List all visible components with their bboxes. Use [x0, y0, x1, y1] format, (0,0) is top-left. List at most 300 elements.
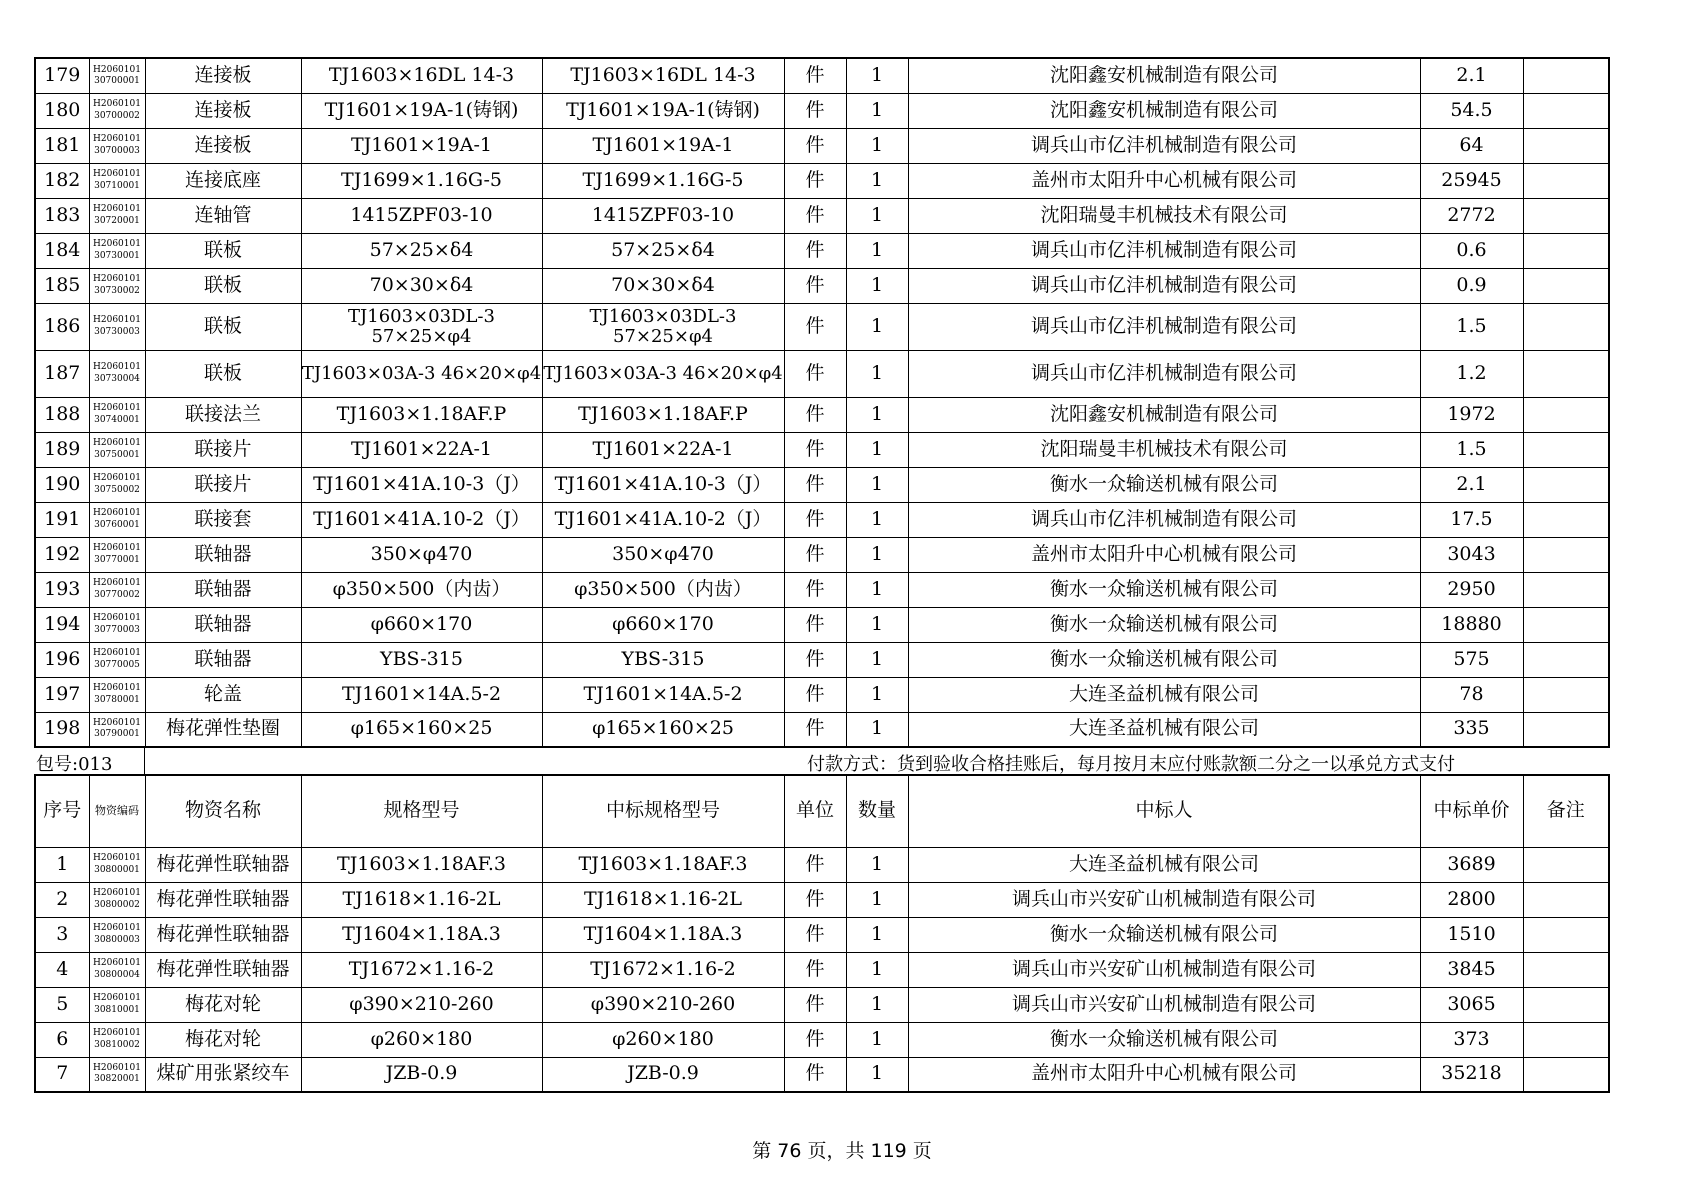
cell-unit: 件 [784, 93, 846, 128]
cell-spec: TJ1601×14A.5-2 [301, 677, 542, 712]
cell-no: 198 [35, 712, 89, 747]
cell-name: 梅花弹性联轴器 [145, 882, 301, 917]
cell-spec: φ660×170 [301, 607, 542, 642]
cell-no: 7 [35, 1057, 89, 1092]
cell-qty: 1 [846, 350, 908, 397]
cell-bid-spec: TJ1603×16DL 14-3 [542, 58, 784, 93]
cell-note [1523, 607, 1609, 642]
table-row [35, 58, 1609, 93]
cell-winner: 调兵山市亿沣机械制造有限公司 [908, 303, 1420, 350]
cell-spec: 70×30×δ4 [301, 268, 542, 303]
cell-unit: 件 [784, 952, 846, 987]
cell-qty: 1 [846, 1057, 908, 1092]
cell-price: 54.5 [1420, 93, 1523, 128]
cell-name: 梅花对轮 [145, 987, 301, 1022]
cell-winner: 衡水一众输送机械有限公司 [908, 917, 1420, 952]
cell-bid-spec: TJ1601×19A-1 [542, 128, 784, 163]
cell-note [1523, 268, 1609, 303]
cell-price: 2.1 [1420, 58, 1523, 93]
cell-note [1523, 128, 1609, 163]
cell-price: 2.1 [1420, 467, 1523, 502]
payment-terms: 付款方式：货到验收合格挂账后，每月按月末应付账款额二分之一以承兑方式支付 [807, 754, 1455, 775]
cell-name: 梅花弹性联轴器 [145, 917, 301, 952]
table-row [35, 163, 1609, 198]
cell-spec: JZB-0.9 [301, 1057, 542, 1092]
bottom-table-body [35, 847, 1609, 1092]
table-row [35, 712, 1609, 747]
cell-qty: 1 [846, 163, 908, 198]
header-winner: 中标人 [908, 775, 1420, 847]
cell-note [1523, 58, 1609, 93]
header-unit: 单位 [784, 775, 846, 847]
header-price: 中标单价 [1420, 775, 1523, 847]
cell-unit: 件 [784, 882, 846, 917]
cell-bid-spec: φ260×180 [542, 1022, 784, 1057]
cell-bid-spec: TJ1618×1.16-2L [542, 882, 784, 917]
cell-price: 3065 [1420, 987, 1523, 1022]
table-row [35, 303, 1609, 350]
cell-price: 78 [1420, 677, 1523, 712]
cell-price: 2800 [1420, 882, 1523, 917]
cell-qty: 1 [846, 93, 908, 128]
cell-spec: TJ1603×1.18AF.3 [301, 847, 542, 882]
cell-winner: 衡水一众输送机械有限公司 [908, 467, 1420, 502]
cell-qty: 1 [846, 572, 908, 607]
cell-no: 188 [35, 397, 89, 432]
table-row [35, 952, 1609, 987]
cell-unit: 件 [784, 128, 846, 163]
cell-code: H2060101 30730004 [89, 350, 145, 397]
cell-code: H2060101 30730002 [89, 268, 145, 303]
cell-price: 1.2 [1420, 350, 1523, 397]
cell-code: H2060101 30770003 [89, 607, 145, 642]
cell-winner: 大连圣益机械有限公司 [908, 712, 1420, 747]
cell-qty: 1 [846, 952, 908, 987]
cell-note [1523, 572, 1609, 607]
cell-bid-spec: JZB-0.9 [542, 1057, 784, 1092]
cell-price: 17.5 [1420, 502, 1523, 537]
cell-name: 联板 [145, 233, 301, 268]
cell-note [1523, 93, 1609, 128]
cell-qty: 1 [846, 502, 908, 537]
cell-price: 2772 [1420, 198, 1523, 233]
cell-bid-spec: TJ1603×03A-3 46×20×φ4 [542, 350, 784, 397]
cell-no: 193 [35, 572, 89, 607]
cell-no: 4 [35, 952, 89, 987]
cell-bid-spec: φ165×160×25 [542, 712, 784, 747]
cell-spec: TJ1603×1.18AF.P [301, 397, 542, 432]
cell-price: 1.5 [1420, 303, 1523, 350]
cell-name: 联接法兰 [145, 397, 301, 432]
cell-price: 25945 [1420, 163, 1523, 198]
cell-spec: TJ1604×1.18A.3 [301, 917, 542, 952]
cell-code: H2060101 30730001 [89, 233, 145, 268]
cell-name: 梅花对轮 [145, 1022, 301, 1057]
cell-name: 梅花弹性联轴器 [145, 847, 301, 882]
table-row [35, 128, 1609, 163]
cell-unit: 件 [784, 350, 846, 397]
cell-qty: 1 [846, 987, 908, 1022]
cell-note [1523, 952, 1609, 987]
table-row [35, 467, 1609, 502]
table-row [35, 987, 1609, 1022]
cell-winner: 沈阳鑫安机械制造有限公司 [908, 397, 1420, 432]
cell-winner: 衡水一众输送机械有限公司 [908, 1022, 1420, 1057]
cell-unit: 件 [784, 712, 846, 747]
procurement-table-bottom [34, 774, 1610, 1093]
cell-qty: 1 [846, 58, 908, 93]
cell-name: 联接套 [145, 502, 301, 537]
cell-no: 187 [35, 350, 89, 397]
table-row [35, 233, 1609, 268]
cell-no: 194 [35, 607, 89, 642]
cell-qty: 1 [846, 712, 908, 747]
cell-bid-spec: TJ1601×41A.10-3（J） [542, 467, 784, 502]
cell-winner: 调兵山市亿沣机械制造有限公司 [908, 268, 1420, 303]
cell-code: H2060101 30750002 [89, 467, 145, 502]
cell-name: 连接板 [145, 128, 301, 163]
cell-note [1523, 303, 1609, 350]
cell-note [1523, 432, 1609, 467]
cell-winner: 大连圣益机械有限公司 [908, 847, 1420, 882]
cell-code: H2060101 30740001 [89, 397, 145, 432]
cell-price: 1972 [1420, 397, 1523, 432]
cell-unit: 件 [784, 397, 846, 432]
cell-winner: 盖州市太阳升中心机械有限公司 [908, 537, 1420, 572]
cell-name: 梅花弹性联轴器 [145, 952, 301, 987]
cell-code: H2060101 30770005 [89, 642, 145, 677]
cell-bid-spec: φ660×170 [542, 607, 784, 642]
cell-unit: 件 [784, 502, 846, 537]
cell-code: H2060101 30700003 [89, 128, 145, 163]
cell-note [1523, 233, 1609, 268]
cell-winner: 沈阳瑞曼丰机械技术有限公司 [908, 198, 1420, 233]
cell-no: 196 [35, 642, 89, 677]
cell-name: 联轴器 [145, 642, 301, 677]
cell-name: 梅花弹性垫圈 [145, 712, 301, 747]
cell-no: 185 [35, 268, 89, 303]
cell-code: H2060101 30780001 [89, 677, 145, 712]
cell-spec: 57×25×δ4 [301, 233, 542, 268]
cell-qty: 1 [846, 677, 908, 712]
cell-price: 64 [1420, 128, 1523, 163]
cell-note [1523, 1057, 1609, 1092]
cell-name: 连接板 [145, 58, 301, 93]
cell-code: H2060101 30800003 [89, 917, 145, 952]
cell-name: 联板 [145, 303, 301, 350]
cell-unit: 件 [784, 607, 846, 642]
cell-code: H2060101 30810002 [89, 1022, 145, 1057]
cell-unit: 件 [784, 677, 846, 712]
cell-spec: 350×φ470 [301, 537, 542, 572]
cell-unit: 件 [784, 303, 846, 350]
cell-qty: 1 [846, 432, 908, 467]
cell-name: 联轴器 [145, 572, 301, 607]
cell-code: H2060101 30700001 [89, 58, 145, 93]
cell-code: H2060101 30810001 [89, 987, 145, 1022]
cell-bid-spec: TJ1601×19A-1(铸钢) [542, 93, 784, 128]
cell-code: H2060101 30770001 [89, 537, 145, 572]
cell-bid-spec: φ350×500（内齿） [542, 572, 784, 607]
cell-note [1523, 642, 1609, 677]
table-row [35, 677, 1609, 712]
cell-no: 180 [35, 93, 89, 128]
cell-note [1523, 847, 1609, 882]
cell-code: H2060101 30770002 [89, 572, 145, 607]
cell-qty: 1 [846, 917, 908, 952]
header-spec: 规格型号 [301, 775, 542, 847]
cell-no: 5 [35, 987, 89, 1022]
table-row [35, 432, 1609, 467]
header-qty: 数量 [846, 775, 908, 847]
package-number: 包号:013 [36, 754, 113, 775]
table-row [35, 537, 1609, 572]
cell-name: 联接片 [145, 432, 301, 467]
cell-no: 1 [35, 847, 89, 882]
cell-name: 连接底座 [145, 163, 301, 198]
table-row [35, 882, 1609, 917]
cell-bid-spec: TJ1672×1.16-2 [542, 952, 784, 987]
table-row [35, 502, 1609, 537]
cell-bid-spec: TJ1603×1.18AF.P [542, 397, 784, 432]
cell-code: H2060101 30750001 [89, 432, 145, 467]
cell-price: 35218 [1420, 1057, 1523, 1092]
cell-spec: TJ1699×1.16G-5 [301, 163, 542, 198]
cell-code: H2060101 30790001 [89, 712, 145, 747]
cell-no: 182 [35, 163, 89, 198]
cell-unit: 件 [784, 58, 846, 93]
table-row [35, 350, 1609, 397]
cell-qty: 1 [846, 882, 908, 917]
cell-winner: 衡水一众输送机械有限公司 [908, 607, 1420, 642]
cell-price: 2950 [1420, 572, 1523, 607]
cell-unit: 件 [784, 847, 846, 882]
cell-note [1523, 198, 1609, 233]
cell-unit: 件 [784, 163, 846, 198]
cell-bid-spec: φ390×210-260 [542, 987, 784, 1022]
cell-qty: 1 [846, 607, 908, 642]
cell-winner: 盖州市太阳升中心机械有限公司 [908, 1057, 1420, 1092]
cell-winner: 沈阳鑫安机械制造有限公司 [908, 58, 1420, 93]
cell-price: 0.9 [1420, 268, 1523, 303]
cell-name: 轮盖 [145, 677, 301, 712]
table-row [35, 397, 1609, 432]
cell-unit: 件 [784, 233, 846, 268]
cell-price: 18880 [1420, 607, 1523, 642]
cell-qty: 1 [846, 303, 908, 350]
table-row [35, 93, 1609, 128]
cell-no: 184 [35, 233, 89, 268]
cell-winner: 盖州市太阳升中心机械有限公司 [908, 163, 1420, 198]
cell-note [1523, 712, 1609, 747]
cell-price: 3845 [1420, 952, 1523, 987]
cell-unit: 件 [784, 642, 846, 677]
cell-no: 179 [35, 58, 89, 93]
cell-no: 186 [35, 303, 89, 350]
cell-qty: 1 [846, 397, 908, 432]
cell-no: 2 [35, 882, 89, 917]
header-note: 备注 [1523, 775, 1609, 847]
cell-bid-spec: TJ1601×41A.10-2（J） [542, 502, 784, 537]
table-header-row [35, 775, 1609, 847]
cell-unit: 件 [784, 268, 846, 303]
cell-winner: 调兵山市亿沣机械制造有限公司 [908, 502, 1420, 537]
cell-price: 0.6 [1420, 233, 1523, 268]
cell-code: H2060101 30720001 [89, 198, 145, 233]
cell-no: 3 [35, 917, 89, 952]
cell-no: 189 [35, 432, 89, 467]
cell-winner: 调兵山市亿沣机械制造有限公司 [908, 350, 1420, 397]
table-row [35, 847, 1609, 882]
cell-no: 191 [35, 502, 89, 537]
cell-winner: 调兵山市亿沣机械制造有限公司 [908, 128, 1420, 163]
cell-no: 192 [35, 537, 89, 572]
cell-name: 连轴管 [145, 198, 301, 233]
cell-spec: TJ1603×03DL-3 57×25×φ4 [301, 303, 542, 350]
header-no: 序号 [35, 775, 89, 847]
cell-winner: 调兵山市兴安矿山机械制造有限公司 [908, 952, 1420, 987]
cell-spec: YBS-315 [301, 642, 542, 677]
cell-code: H2060101 30760001 [89, 502, 145, 537]
header-code: 物资编码 [89, 775, 145, 847]
cell-name: 联接片 [145, 467, 301, 502]
cell-winner: 调兵山市亿沣机械制造有限公司 [908, 233, 1420, 268]
cell-winner: 调兵山市兴安矿山机械制造有限公司 [908, 882, 1420, 917]
cell-spec: TJ1601×22A-1 [301, 432, 542, 467]
cell-winner: 沈阳鑫安机械制造有限公司 [908, 93, 1420, 128]
cell-bid-spec: TJ1699×1.16G-5 [542, 163, 784, 198]
cell-note [1523, 917, 1609, 952]
cell-qty: 1 [846, 1022, 908, 1057]
cell-qty: 1 [846, 847, 908, 882]
cell-bid-spec: TJ1601×22A-1 [542, 432, 784, 467]
cell-unit: 件 [784, 917, 846, 952]
cell-note [1523, 987, 1609, 1022]
cell-bid-spec: TJ1601×14A.5-2 [542, 677, 784, 712]
cell-winner: 衡水一众输送机械有限公司 [908, 572, 1420, 607]
cell-unit: 件 [784, 467, 846, 502]
cell-note [1523, 502, 1609, 537]
table-row [35, 917, 1609, 952]
cell-qty: 1 [846, 268, 908, 303]
cell-name: 联板 [145, 268, 301, 303]
cell-note [1523, 677, 1609, 712]
cell-qty: 1 [846, 198, 908, 233]
cell-bid-spec: 350×φ470 [542, 537, 784, 572]
cell-code: H2060101 30800002 [89, 882, 145, 917]
cell-spec: 1415ZPF03-10 [301, 198, 542, 233]
cell-price: 1510 [1420, 917, 1523, 952]
cell-unit: 件 [784, 572, 846, 607]
cell-winner: 大连圣益机械有限公司 [908, 677, 1420, 712]
cell-price: 575 [1420, 642, 1523, 677]
cell-bid-spec: 70×30×δ4 [542, 268, 784, 303]
cell-no: 197 [35, 677, 89, 712]
cell-spec: φ165×160×25 [301, 712, 542, 747]
cell-price: 335 [1420, 712, 1523, 747]
cell-qty: 1 [846, 642, 908, 677]
table-row [35, 607, 1609, 642]
page-footer: 第 76 页，共 119 页 [752, 1140, 932, 1162]
cell-note [1523, 467, 1609, 502]
cell-spec: TJ1601×41A.10-2（J） [301, 502, 542, 537]
table-row [35, 1057, 1609, 1092]
cell-note [1523, 882, 1609, 917]
cell-unit: 件 [784, 432, 846, 467]
cell-winner: 沈阳瑞曼丰机械技术有限公司 [908, 432, 1420, 467]
cell-code: H2060101 30800004 [89, 952, 145, 987]
cell-note [1523, 350, 1609, 397]
cell-bid-spec: TJ1603×03DL-3 57×25×φ4 [542, 303, 784, 350]
table-row [35, 642, 1609, 677]
cell-bid-spec: TJ1603×1.18AF.3 [542, 847, 784, 882]
table-row [35, 1022, 1609, 1057]
cell-price: 373 [1420, 1022, 1523, 1057]
cell-name: 煤矿用张紧绞车 [145, 1057, 301, 1092]
cell-spec: TJ1601×41A.10-3（J） [301, 467, 542, 502]
cell-code: H2060101 30710001 [89, 163, 145, 198]
cell-code: H2060101 30820001 [89, 1057, 145, 1092]
cell-qty: 1 [846, 128, 908, 163]
cell-note [1523, 397, 1609, 432]
cell-spec: TJ1672×1.16-2 [301, 952, 542, 987]
cell-price: 3043 [1420, 537, 1523, 572]
cell-spec: TJ1603×16DL 14-3 [301, 58, 542, 93]
cell-spec: TJ1618×1.16-2L [301, 882, 542, 917]
cell-unit: 件 [784, 198, 846, 233]
cell-no: 181 [35, 128, 89, 163]
cell-bid-spec: 57×25×δ4 [542, 233, 784, 268]
cell-qty: 1 [846, 537, 908, 572]
cell-unit: 件 [784, 987, 846, 1022]
cell-price: 3689 [1420, 847, 1523, 882]
cell-unit: 件 [784, 1022, 846, 1057]
cell-no: 183 [35, 198, 89, 233]
top-table-body [35, 58, 1609, 747]
cell-note [1523, 163, 1609, 198]
cell-spec: TJ1601×19A-1 [301, 128, 542, 163]
cell-winner: 调兵山市兴安矿山机械制造有限公司 [908, 987, 1420, 1022]
cell-qty: 1 [846, 467, 908, 502]
cell-note [1523, 537, 1609, 572]
header-bid-spec: 中标规格型号 [542, 775, 784, 847]
package-info-line [34, 748, 1630, 774]
table-row [35, 198, 1609, 233]
cell-spec: φ390×210-260 [301, 987, 542, 1022]
cell-code: H2060101 30730003 [89, 303, 145, 350]
header-name: 物资名称 [145, 775, 301, 847]
table-row [35, 572, 1609, 607]
table-row [35, 268, 1609, 303]
cell-bid-spec: YBS-315 [542, 642, 784, 677]
cell-code: H2060101 30700002 [89, 93, 145, 128]
cell-code: H2060101 30800001 [89, 847, 145, 882]
cell-winner: 衡水一众输送机械有限公司 [908, 642, 1420, 677]
cell-spec: TJ1601×19A-1(铸钢) [301, 93, 542, 128]
cell-unit: 件 [784, 537, 846, 572]
cell-name: 联轴器 [145, 537, 301, 572]
cell-name: 联板 [145, 350, 301, 397]
cell-bid-spec: TJ1604×1.18A.3 [542, 917, 784, 952]
cell-qty: 1 [846, 233, 908, 268]
cell-name: 联轴器 [145, 607, 301, 642]
cell-no: 190 [35, 467, 89, 502]
cell-no: 6 [35, 1022, 89, 1057]
cell-price: 1.5 [1420, 432, 1523, 467]
cell-bid-spec: 1415ZPF03-10 [542, 198, 784, 233]
cell-spec: φ260×180 [301, 1022, 542, 1057]
cell-unit: 件 [784, 1057, 846, 1092]
